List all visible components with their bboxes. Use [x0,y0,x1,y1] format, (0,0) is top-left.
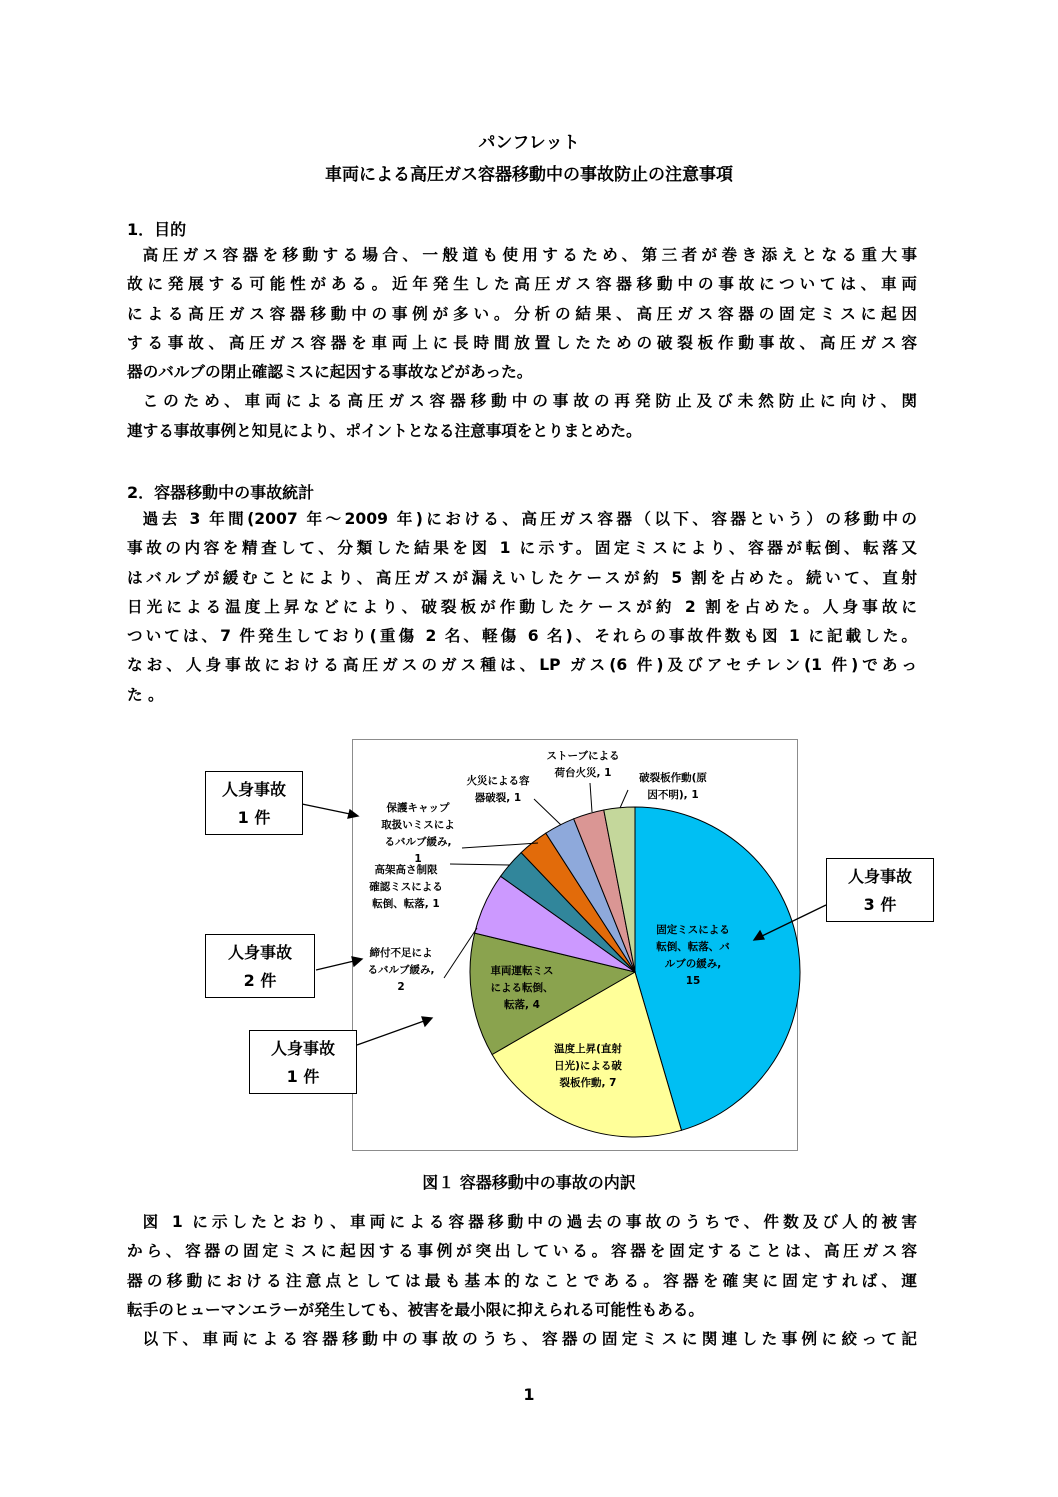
text-line: このため、車両による高圧ガス容器移動中の事故の再発防止及び未然防止に向け、関 [142,392,917,411]
callout-title: 人身事故 [847,867,912,886]
figure-caption: 図１ 容器移動中の事故の内訳 [422,1173,636,1192]
section1-heading: 1．目的 [127,220,187,239]
pie-slice-label: 車両運転ミスによる転倒、転落, 4 [490,965,554,1011]
pie-slice-label: 高架高さ制限確認ミスによる転倒、転落, 1 [369,864,443,910]
callout-title: 人身事故 [221,780,286,799]
pie-leader-line [450,864,510,865]
pie-slice-label: 火災による容器破裂, 1 [466,775,530,804]
injury-callout-3 [249,1030,357,1094]
section3-paragraph [127,1208,917,1354]
text-line: による高圧ガス容器移動中の事例が多い。分析の結果、高圧ガス容器の固定ミスに起因 [127,304,917,323]
document-title: パンフレット [478,133,580,153]
text-line: 過去 3 年間(2007 年～2009 年)における、高圧ガス容器（以下、容器という）の移動中の [142,510,917,528]
text-line: 事故の内容を精査して、分類した結果を図 1 に示す。固定ミスにより、容器が転倒、転落又 [127,539,917,558]
callout-title: 人身事故 [227,943,292,962]
text-line: 高圧ガス容器を移動する場合、一般道も使用するため、第三者が巻き添えとなる重大事 [142,246,917,264]
document-subtitle: 車両による高圧ガス容器移動中の事故防止の注意事項 [325,165,733,185]
callout-count: 1 件 [286,1067,320,1086]
callout-title: 人身事故 [270,1039,335,1058]
injury-callout-2 [205,934,315,998]
pie-slice-label: 破裂板作動(原因不明), 1 [639,772,707,801]
text-line: 連する事故事例と知見により、ポイントとなる注意事項をとりまとめた。 [127,421,642,440]
section2-heading: 2．容器移動中の事故統計 [127,483,315,502]
text-line: 故に発展する可能性がある。近年発生した高圧ガス容器移動中の事故については、車両 [127,275,917,294]
text-line: た 。 [127,685,164,704]
pie-slice-label: 保護キャップ取扱いミスによるバルブ緩み, 1 [381,802,455,865]
pie-slice-label: 締付不足によるバルブ緩み, 2 [367,947,435,993]
text-line: なお、人身事故における高圧ガスのガス種は、LP ガス(6 件)及びアセチレン(1 件)であっ [127,656,917,675]
injury-callout-4 [826,858,934,922]
pie-slice-label: ストーブによる荷台火災, 1 [546,750,620,779]
text-line: 器の移動における注意点としては最も基本的なことである。容器を確実に固定すれば、運 [127,1271,917,1290]
callout-count: 1 件 [237,808,271,827]
callout-count: 3 件 [863,895,897,914]
pie-leader-line [534,799,561,825]
text-line: 図 1 に示したとおり、車両による容器移動中の過去の事故のうちで、件数及び人的被害 [142,1213,917,1231]
text-line: 日光による温度上昇などにより、破裂板が作動したケースが約 2 割を占めた。人身事故に [127,597,917,616]
text-line: 以下、車両による容器移動中の事故のうち、容器の固定ミスに関連した事例に絞って記 [142,1330,917,1349]
text-line: はバルブが緩むことにより、高圧ガスが漏えいしたケースが約 5 割を占めた。続いて、直射 [127,568,917,587]
callout-count: 2 件 [243,971,277,990]
text-line: ついては、7 件発生しており(重傷 2 名、軽傷 6 名)、それらの事故件数も図 1 に記載した。 [127,627,917,646]
pie-slice-label: 温度上昇(直射日光)による破裂板作動, 7 [554,1043,622,1089]
injury-callout-1 [205,771,303,835]
text-line: する事故、高圧ガス容器を車両上に長時間放置したための破裂板作動事故、高圧ガス容 [127,333,917,352]
pie-leader-line [620,790,628,808]
text-line: 器のバルブの閉止確認ミスに起因する事故などがあった。 [127,363,533,382]
text-line: 転手のヒューマンエラーが発生しても、被害を最小限に抑えられる可能性もある。 [127,1300,704,1319]
pie-slice-label: 固定ミスによる転倒、転落、バルブの緩み, 15 [656,924,730,987]
page-number: 1 [523,1385,535,1404]
pie-leader-line [590,783,592,812]
text-line: から、容器の固定ミスに起因する事例が突出している。容器を固定することは、高圧ガス容 [127,1242,917,1261]
